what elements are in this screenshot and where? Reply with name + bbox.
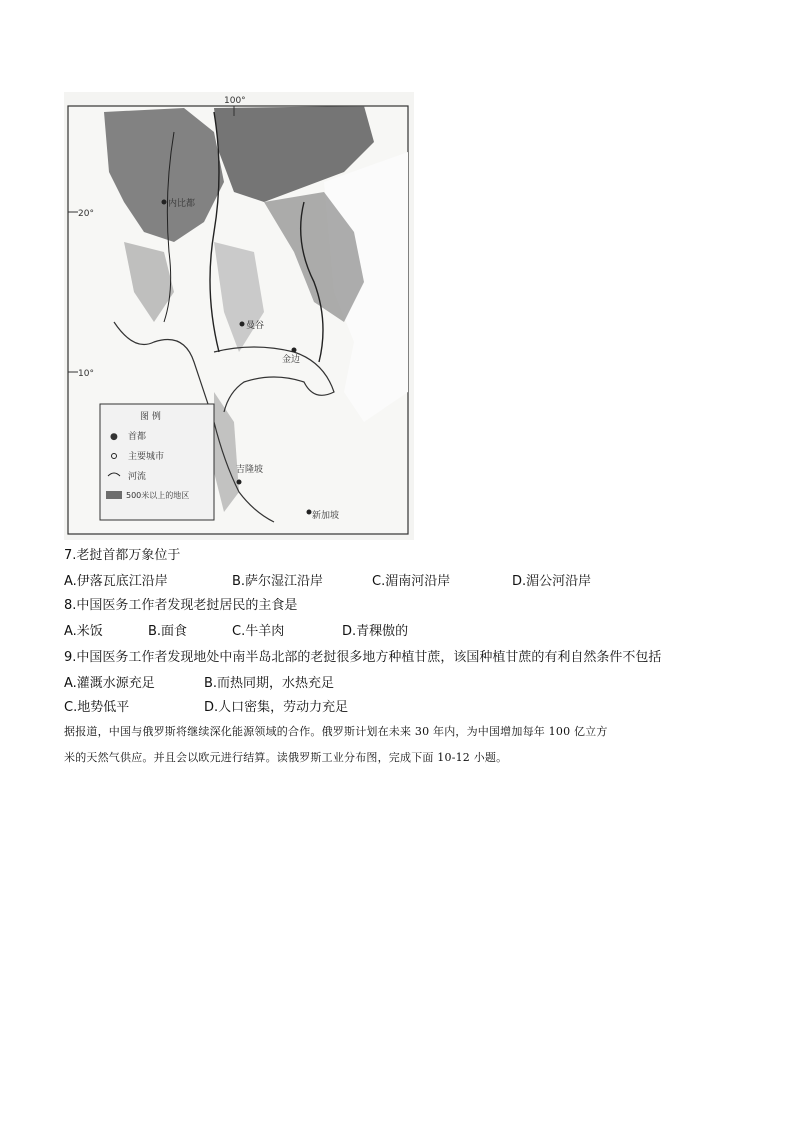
longitude-label: 100° bbox=[224, 96, 246, 106]
option-d: D.青稞傲的 bbox=[342, 624, 409, 639]
option-c: C.地势低平 bbox=[64, 700, 130, 715]
question-stem: 7.老挝首都万象位于 bbox=[64, 548, 181, 563]
option-c: C.牛羊肉 bbox=[232, 624, 285, 639]
legend-label: 首都 bbox=[128, 432, 147, 442]
map-legend bbox=[100, 404, 214, 520]
option-d: D.湄公河沿岸 bbox=[512, 574, 592, 589]
latitude-label: 20° bbox=[78, 209, 94, 219]
legend-label: 主要城市 bbox=[128, 452, 165, 462]
map-figure bbox=[64, 92, 414, 540]
place-label: 内比都 bbox=[168, 199, 196, 209]
place-label: 曼谷 bbox=[246, 321, 265, 331]
svg-text:●: ● bbox=[110, 432, 118, 442]
option-c: C.湄南河沿岸 bbox=[372, 574, 451, 589]
option-b: B.萨尔湿江沿岸 bbox=[232, 574, 324, 589]
legend-label: 500米以上的地区 bbox=[126, 491, 190, 500]
latitude-label: 10° bbox=[78, 369, 94, 379]
indochina-map bbox=[64, 92, 414, 540]
legend-label: 河流 bbox=[128, 472, 147, 482]
option-a: A.伊落瓦底江沿岸 bbox=[64, 574, 168, 589]
place-label: 吉隆坡 bbox=[236, 465, 264, 475]
place-label: 新加坡 bbox=[312, 511, 340, 521]
question-stem: 9.中国医务工作者发现地处中南半岛北部的老挝很多地方种植甘蔗，该国种植甘蔗的有利自然条件不包括 bbox=[64, 650, 662, 665]
option-a: A.灌溉水源充足 bbox=[64, 676, 155, 691]
passage-line: 米的天然气供应。并且会以欧元进行结算。读俄罗斯工业分布图，完成下面 10-12 小题。 bbox=[64, 751, 508, 764]
passage-line: 据报道，中国与俄罗斯将继续深化能源领域的合作。俄罗斯计划在未来 30 年内，为中国增加每年 100 亿立方 bbox=[64, 725, 608, 738]
option-d: D.人口密集，劳动力充足 bbox=[204, 700, 349, 715]
legend-title: 图 例 bbox=[140, 412, 161, 422]
option-b: B.而热同期，水热充足 bbox=[204, 676, 335, 691]
place-label: 金边 bbox=[282, 355, 301, 365]
question-stem: 8.中国医务工作者发现老挝居民的主食是 bbox=[64, 598, 298, 613]
option-b: B.面食 bbox=[148, 624, 188, 639]
option-a: A.米饭 bbox=[64, 624, 103, 639]
